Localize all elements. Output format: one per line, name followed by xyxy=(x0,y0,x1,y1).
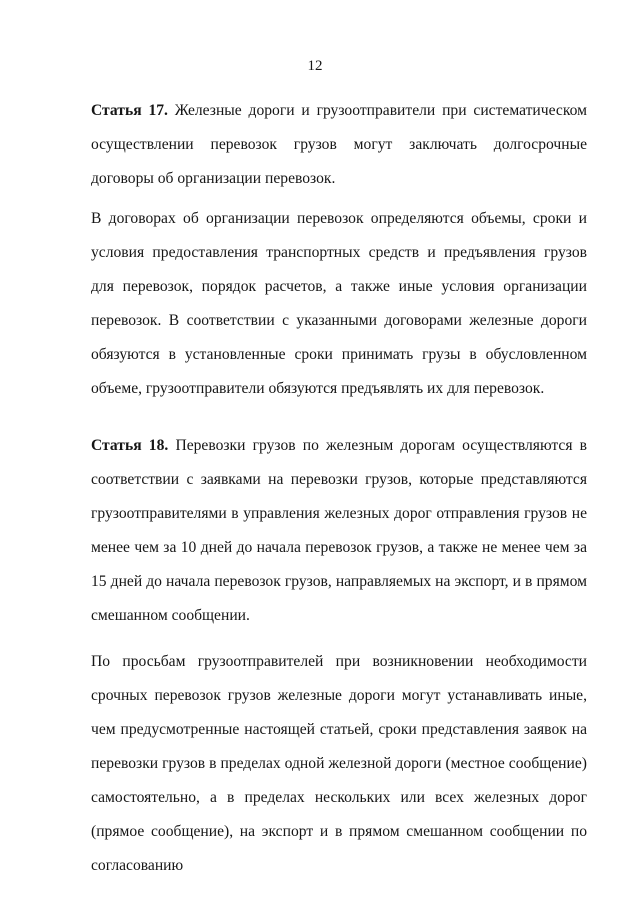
page-number: 12 xyxy=(307,58,323,74)
article-18-paragraph-1 xyxy=(91,429,587,633)
article-17-paragraph-1 xyxy=(91,94,587,196)
article-17 xyxy=(91,94,587,406)
article-17-paragraph-1-text: Железные дороги и грузоотправители при систематическом осуществлении перевозок грузов могут заключать долгосрочные договоры об организации перевозок. xyxy=(91,102,587,187)
article-17-paragraph-2: В договорах об организации перевозок определяются объемы, сроки и условия предоставления транспортных средств и предъявления грузов для перевозок, порядок расчетов, а также иные условия организации перевозок. В соответствии с указанными договорами железные дороги обязуются в установленные сроки принимать грузы в обусловленном объеме, грузоотправители обязуются предъявлять их для перевозок. xyxy=(91,210,587,397)
article-18 xyxy=(91,429,587,883)
article-17-title: Статья 17. xyxy=(91,102,168,119)
article-18-paragraph-1-text: Перевозки грузов по железным дорогам осуществляются в соответствии с заявками на перевозки грузов, которые представляются грузоотправителями в управления железных дорог отправления грузов не менее чем за 10 дней до начала перевозок грузов, а также не менее чем за 15 дней до начала перевозок грузов, направляемых на экспорт, и в прямом смешанном сообщении. xyxy=(91,437,587,624)
article-18-title: Статья 18. xyxy=(91,437,169,454)
article-18-paragraph-2: По просьбам грузоотправителей при возникновении необходимости срочных перевозок грузов железные дороги могут устанавливать иные, чем предусмотренные настоящей статьей, сроки представления заявок на перевозки грузов в пределах одной железной дороги (местное сообщение) самостоятельно, а в пределах нескольких или всех железных дорог (прямое сообщение), на экспорт и в прямом смешанном сообщении по согласованию xyxy=(91,653,587,874)
